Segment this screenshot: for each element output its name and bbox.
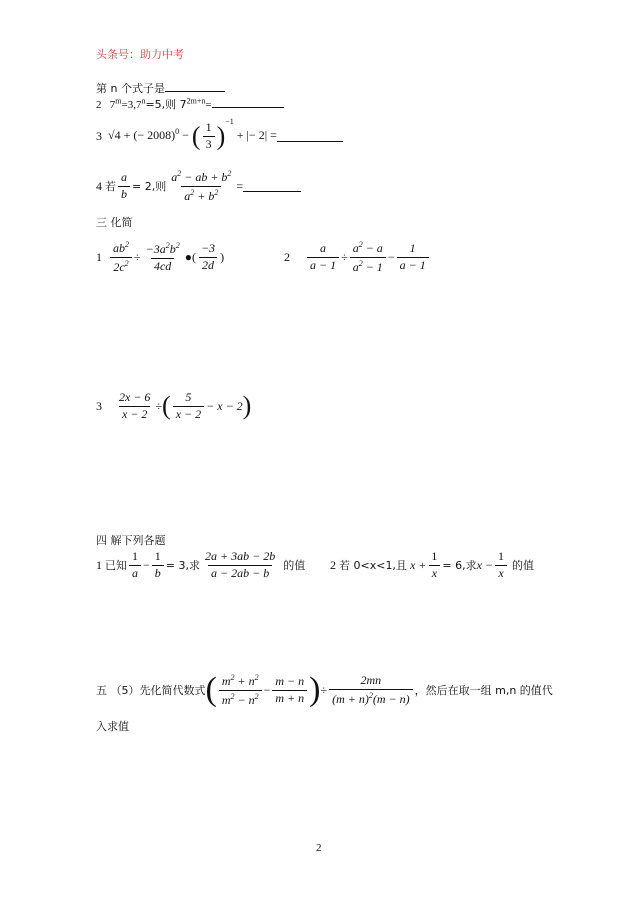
s4q1-known: 已知	[105, 559, 127, 572]
question-number: 1	[96, 249, 102, 264]
q2-exponent-n: n	[141, 96, 146, 106]
q2-mid: =3,7	[121, 99, 142, 111]
section-3-heading: 三 化简	[96, 216, 133, 229]
watermark-text: 头条号：助力中考	[96, 48, 184, 61]
q4-fraction: $\frac{a^2 - ab + b^2}{a^2 + b^2}$	[171, 168, 232, 203]
q2-exponent-m: m	[115, 96, 122, 106]
answer-blank	[165, 81, 225, 92]
s4q1-value-of: 的值	[283, 559, 306, 572]
section-5-after: ，然后在取一组 m,n 的值代	[414, 684, 553, 697]
question-3	[96, 118, 343, 154]
s3q2-fraction-1: $\frac{a}{a - 1}$	[307, 242, 339, 273]
section-5-label: 五 （5）先化简代数式	[96, 684, 206, 697]
section-4-question-1: 1 已知 $\frac{1}{a}$ − $\frac{1}{b}$ = 3,求 $\frac{2a + 3ab - 2b}{a - 2ab - b}$ 的值	[96, 548, 306, 580]
answer-blank	[243, 181, 301, 192]
s3q1-fraction-2: $\frac{-3a^2b^2}{4cd}$	[145, 240, 180, 273]
s3q3-fraction-2: $\frac{5}{x - 2}$	[173, 391, 204, 422]
section-5-line-2: 入求值	[96, 720, 129, 733]
s4q2-condition: 若 0<x<1,且	[339, 559, 407, 572]
q2-equals: =	[205, 99, 212, 111]
s5-fraction-2: $\frac{m - n}{m + n}$	[272, 675, 307, 706]
section-4-question-2: 2 若 0<x<1,且 x + $\frac{1}{x}$ = 6,求 x − $\frac{1}{x}$ 的值	[330, 548, 535, 580]
answer-blank	[277, 131, 343, 142]
s4q2-equals: = 6,求	[442, 559, 477, 572]
section-3-question-2: 2 $\frac{a}{a - 1}$ ÷ $\frac{a^2 - a}{a^2 - 1}$ − $\frac{1}{a - 1}$	[284, 238, 431, 276]
s3q1-fraction-1: $\frac{ab^2}{2c^2}$	[110, 240, 132, 275]
section-3-question-3: 3 $\frac{2x - 6}{x - 2}$ ÷ ( $\frac{5}{x - 2}$ − x − 2 )	[96, 389, 252, 421]
nth-expression-line	[96, 80, 225, 96]
question-number: 2	[284, 249, 290, 264]
question-number: 2	[330, 557, 336, 572]
s4q2-one-over-x: $\frac{1}{x}$	[428, 550, 440, 581]
question-number: 3	[96, 128, 102, 143]
q4-if: 若	[105, 180, 116, 193]
question-2	[96, 96, 284, 112]
fraction-a-over-b: $\frac{a}{b}$	[118, 171, 130, 202]
s4q1-target-fraction: $\frac{2a + 3ab - 2b}{a - 2ab - b}$	[205, 548, 276, 580]
s5-fraction-3: $\frac{2mn}{(m + n)^2(m - n)}$	[329, 674, 413, 707]
s3q3-fraction-1: $\frac{2x - 6}{x - 2}$	[119, 389, 151, 421]
s3q1-fraction-3: $\frac{-3}{2d}$	[200, 240, 216, 272]
question-4: 4 若 $\frac{a}{b}$ = 2,则 $\frac{a^2 - ab + b^2}{a^2 + b^2}$ =	[96, 168, 301, 204]
s4q1-one-over-b: $\frac{1}{b}$	[152, 550, 164, 581]
nth-expression-label: 第 n 个式子是	[96, 82, 165, 95]
section-3-question-1: 1 $\frac{ab^2}{2c^2}$ ÷ $\frac{-3a^2b^2}{4cd}$ ●( $\frac{-3}{2d}$ )	[96, 239, 225, 274]
s3q2-fraction-3: $\frac{1}{a - 1}$	[397, 242, 429, 273]
q3-expression: √4 + (− 2008)$^0$ − ( $\frac{1}{3}$ )$^{-1}$ + |− 2| =	[108, 116, 277, 151]
s5-fraction-1: $\frac{m^2 + n^2}{m^2 - n^2}$	[219, 673, 262, 708]
section-5-question: 五 （5）先化简代数式 ( $\frac{m^2 + n^2}{m^2 - n^2}$ − $\frac{m - n}{m + n}$ ) ÷ $\frac{2mn}{(m + n)^2(m - n)}$ ，然后在取一组 m,n 的值代	[96, 671, 553, 708]
q2-base: 7	[109, 99, 116, 111]
question-number: 3	[96, 398, 102, 413]
q4-then: = 2,则	[132, 180, 167, 193]
section-4-heading: 四 解下列各题	[96, 534, 166, 547]
s4q1-one-over-a: $\frac{1}{a}$	[129, 550, 141, 581]
s4q2-one-over-x-2: $\frac{1}{x}$	[495, 550, 507, 581]
s4q2-value-of: 的值	[512, 559, 535, 572]
question-number: 2	[96, 99, 102, 111]
question-number: 1	[96, 557, 102, 572]
answer-blank	[212, 97, 284, 108]
page-number: 2	[316, 842, 322, 854]
q2-exponent-2mn: 2m+n	[186, 96, 206, 106]
s4q1-equals: = 3,求	[165, 559, 200, 572]
s3q2-fraction-2: $\frac{a^2 - a}{a^2 - 1}$	[350, 240, 386, 275]
question-number: 4	[96, 178, 102, 193]
q2-then: =5,则 7	[145, 98, 187, 111]
